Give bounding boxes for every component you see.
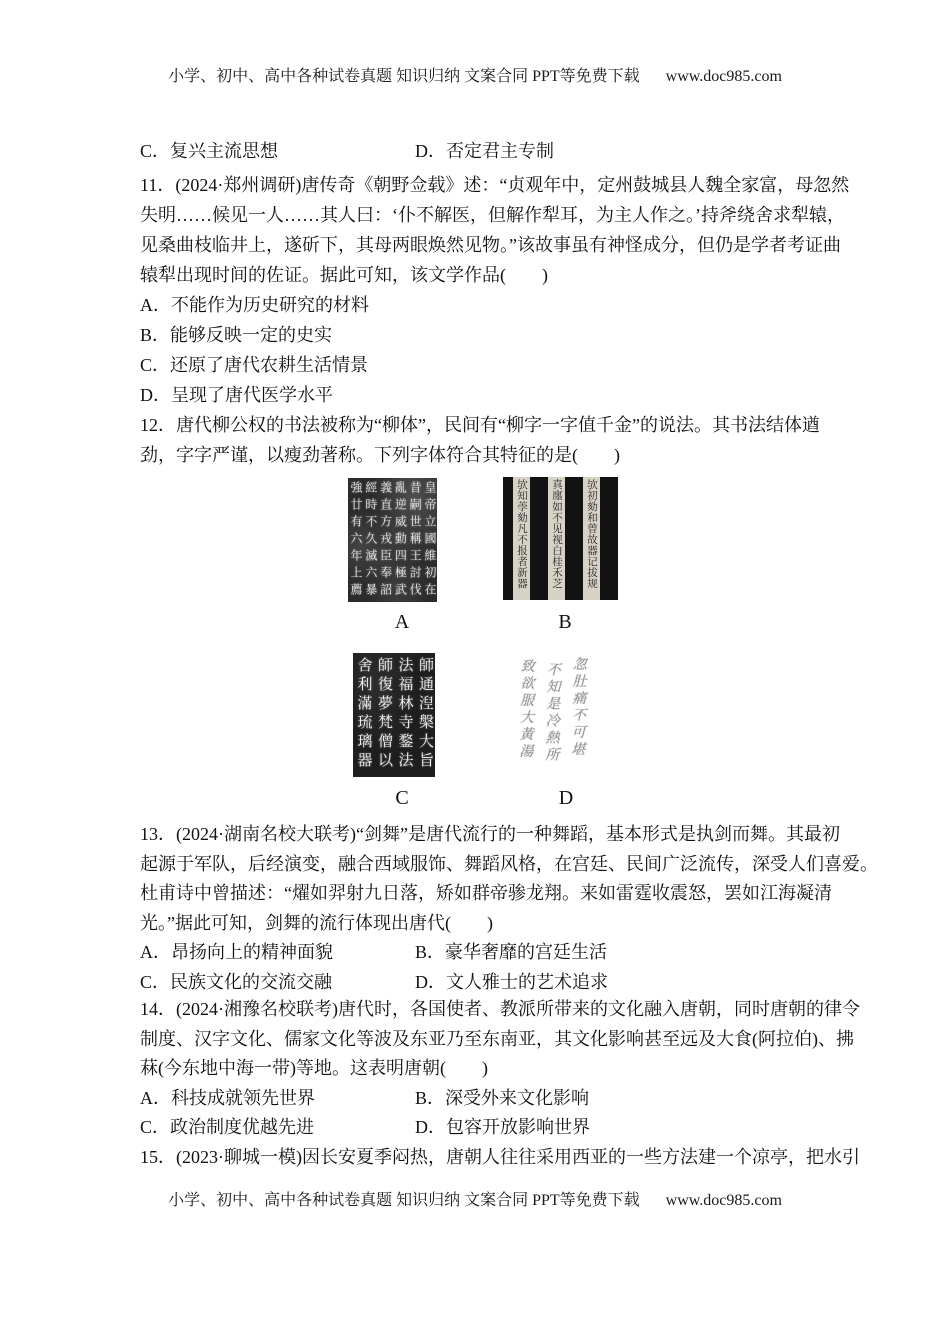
q14-stem-line: 菻(今东地中海一带)等地。这表明唐朝( )	[140, 1058, 488, 1078]
image-option-label-c: C	[395, 787, 409, 809]
header-banner-url: www.doc985.com	[665, 68, 782, 85]
q13-options-row-cd	[140, 968, 840, 998]
q14-options-row-ab	[140, 1084, 840, 1114]
q14-stem-line: 14．(2024·湘豫名校联考)唐代时，各国使者、教派所带来的文化融入唐朝，同时唐朝的律令	[140, 999, 860, 1019]
q10-options-row	[140, 136, 840, 166]
q11-option-b: B．能够反映一定的史实	[140, 325, 333, 345]
q13-option-b: B．豪华奢靡的宫廷生活	[415, 942, 608, 962]
q13-option-a: A．昂扬向上的精神面貌	[140, 942, 333, 962]
calligraphy-d-column: 致欲服大黃湯	[517, 658, 534, 761]
footer-banner	[0, 1190, 950, 1212]
q11-option-c: C．还原了唐代农耕生活情景	[140, 355, 369, 375]
q13-option-c: C．民族文化的交流交融	[140, 971, 333, 992]
q13-stem-line: 起源于军队，后经演变，融合西域服饰、舞蹈风格，在宫廷、民间广泛流传，深受人们喜爱。	[140, 853, 878, 874]
footer-banner-text: 小学、初中、高中各种试卷真题 知识归纳 文案合同 PPT等免费下载	[168, 1192, 640, 1209]
q10-option-c: C．复兴主流思想	[140, 141, 279, 161]
header-banner-text: 小学、初中、高中各种试卷真题 知识归纳 文案合同 PPT等免费下载	[168, 68, 640, 85]
calligraphy-a-column: 強廿有六年上薦	[349, 481, 364, 600]
q14-option-a: A．科技成就领先世界	[140, 1087, 315, 1108]
calligraphy-a-column: 皇帝立國維初在	[423, 481, 437, 600]
q10-option-d: D．否定君主专制	[415, 141, 554, 161]
calligraphy-d-column: 忽肚痛不可堪	[569, 656, 586, 759]
q14-option-c: C．政治制度优越先进	[140, 1117, 315, 1137]
calligraphy-b-slip: 欤知荸劾凡不报者新器	[513, 477, 530, 600]
calligraphy-image-a-seal-script-rubbing	[348, 478, 437, 602]
q13-stem-line: 杜甫诗中曾描述：“燿如羿射九日落，矫如群帝骖龙翔。来如雷霆收震怒，罢如江海凝清	[140, 883, 832, 903]
q11-stem-line: 辕犁出现时间的佐证。据此可知，该文学作品( )	[140, 265, 548, 285]
text-block-upper	[140, 136, 850, 470]
calligraphy-b-slip: 欤初劾和曾故器记拔规	[583, 477, 600, 600]
text-block-q14-q15	[140, 995, 860, 1172]
calligraphy-c-column: 法福林寺鍪法	[396, 657, 413, 771]
header-banner	[0, 66, 950, 88]
q11-stem-line: 失明……候见一人……其人曰：‘仆不解医，但解作犁耳，为主人作之。’持斧绕舍求犁辕，	[140, 205, 845, 225]
image-option-label-a: A	[394, 611, 410, 633]
calligraphy-a-column: 昔嗣世稱王討伐	[408, 481, 423, 600]
calligraphy-d-column: 不知是冷熱所	[543, 661, 560, 765]
q11-option-d: D．呈现了唐代医学水平	[140, 385, 333, 405]
calligraphy-image-b-clerical-script-slips	[503, 477, 618, 600]
q14-option-b: B．深受外来文化影响	[415, 1087, 590, 1108]
q13-option-d: D．文人雅士的艺术追求	[415, 971, 608, 992]
q12-stem-line: 12．唐代柳公权的书法被称为“柳体”，民间有“柳字一字值千金”的说法。其书法结体遒	[140, 415, 820, 435]
image-option-label-b: B	[558, 611, 572, 633]
q13-options-row-ab	[140, 938, 840, 968]
q11-stem-line: 11．(2024·郑州调研)唐传奇《朝野佥载》述：“贞观年中，定州鼓城县人魏全家富，母忽然	[140, 175, 850, 195]
q13-stem-line: 光。”据此可知，剑舞的流行体现出唐代( )	[140, 912, 493, 933]
calligraphy-image-c-regular-script-rubbing	[353, 653, 435, 777]
calligraphy-a-column: 亂逆威動四極武	[393, 481, 408, 600]
q14-options-row-cd	[140, 1113, 840, 1143]
q11-stem-line: 见桑曲枝临井上，遂斫下，其母两眼焕然见物。”该故事虽有神怪成分，但仍是学者考证曲	[140, 235, 841, 255]
text-block-q13	[140, 820, 878, 997]
q15-stem-line: 15．(2023·聊城一模)因长安夏季闷热，唐朝人往往采用西亚的一些方法建一个凉亭，把水引	[140, 1146, 860, 1167]
calligraphy-b-slip: 真廛如不见视白桂禾芝	[548, 477, 565, 600]
calligraphy-c-column: 師通湼槃大旨	[417, 657, 433, 771]
footer-banner-url: www.doc985.com	[665, 1192, 782, 1209]
calligraphy-a-column: 經時不久滅六暴	[363, 481, 378, 600]
image-option-label-d: D	[558, 787, 574, 809]
calligraphy-c-column: 師復夢梵僧以	[376, 657, 392, 771]
q14-stem-line: 制度、汉字文化、儒家文化等波及东亚乃至东南亚，其文化影响甚至远及大食(阿拉伯)、拂	[140, 1028, 854, 1049]
q11-option-a: A．不能作为历史研究的材料	[140, 295, 369, 315]
calligraphy-image-d-cursive-script-ink	[511, 654, 591, 772]
q14-option-d: D．包容开放影响世界	[415, 1117, 590, 1137]
calligraphy-c-column: 舍利滿琉璃器	[355, 657, 372, 771]
calligraphy-a-column: 義直方戎臣奉詔	[378, 481, 393, 600]
q13-stem-line: 13．(2024·湖南名校大联考)“剑舞”是唐代流行的一种舞蹈，基本形式是执剑而舞。其最初	[140, 824, 840, 844]
q12-stem-line: 劲，字字严谨，以瘦劲著称。下列字体符合其特征的是( )	[140, 445, 620, 465]
